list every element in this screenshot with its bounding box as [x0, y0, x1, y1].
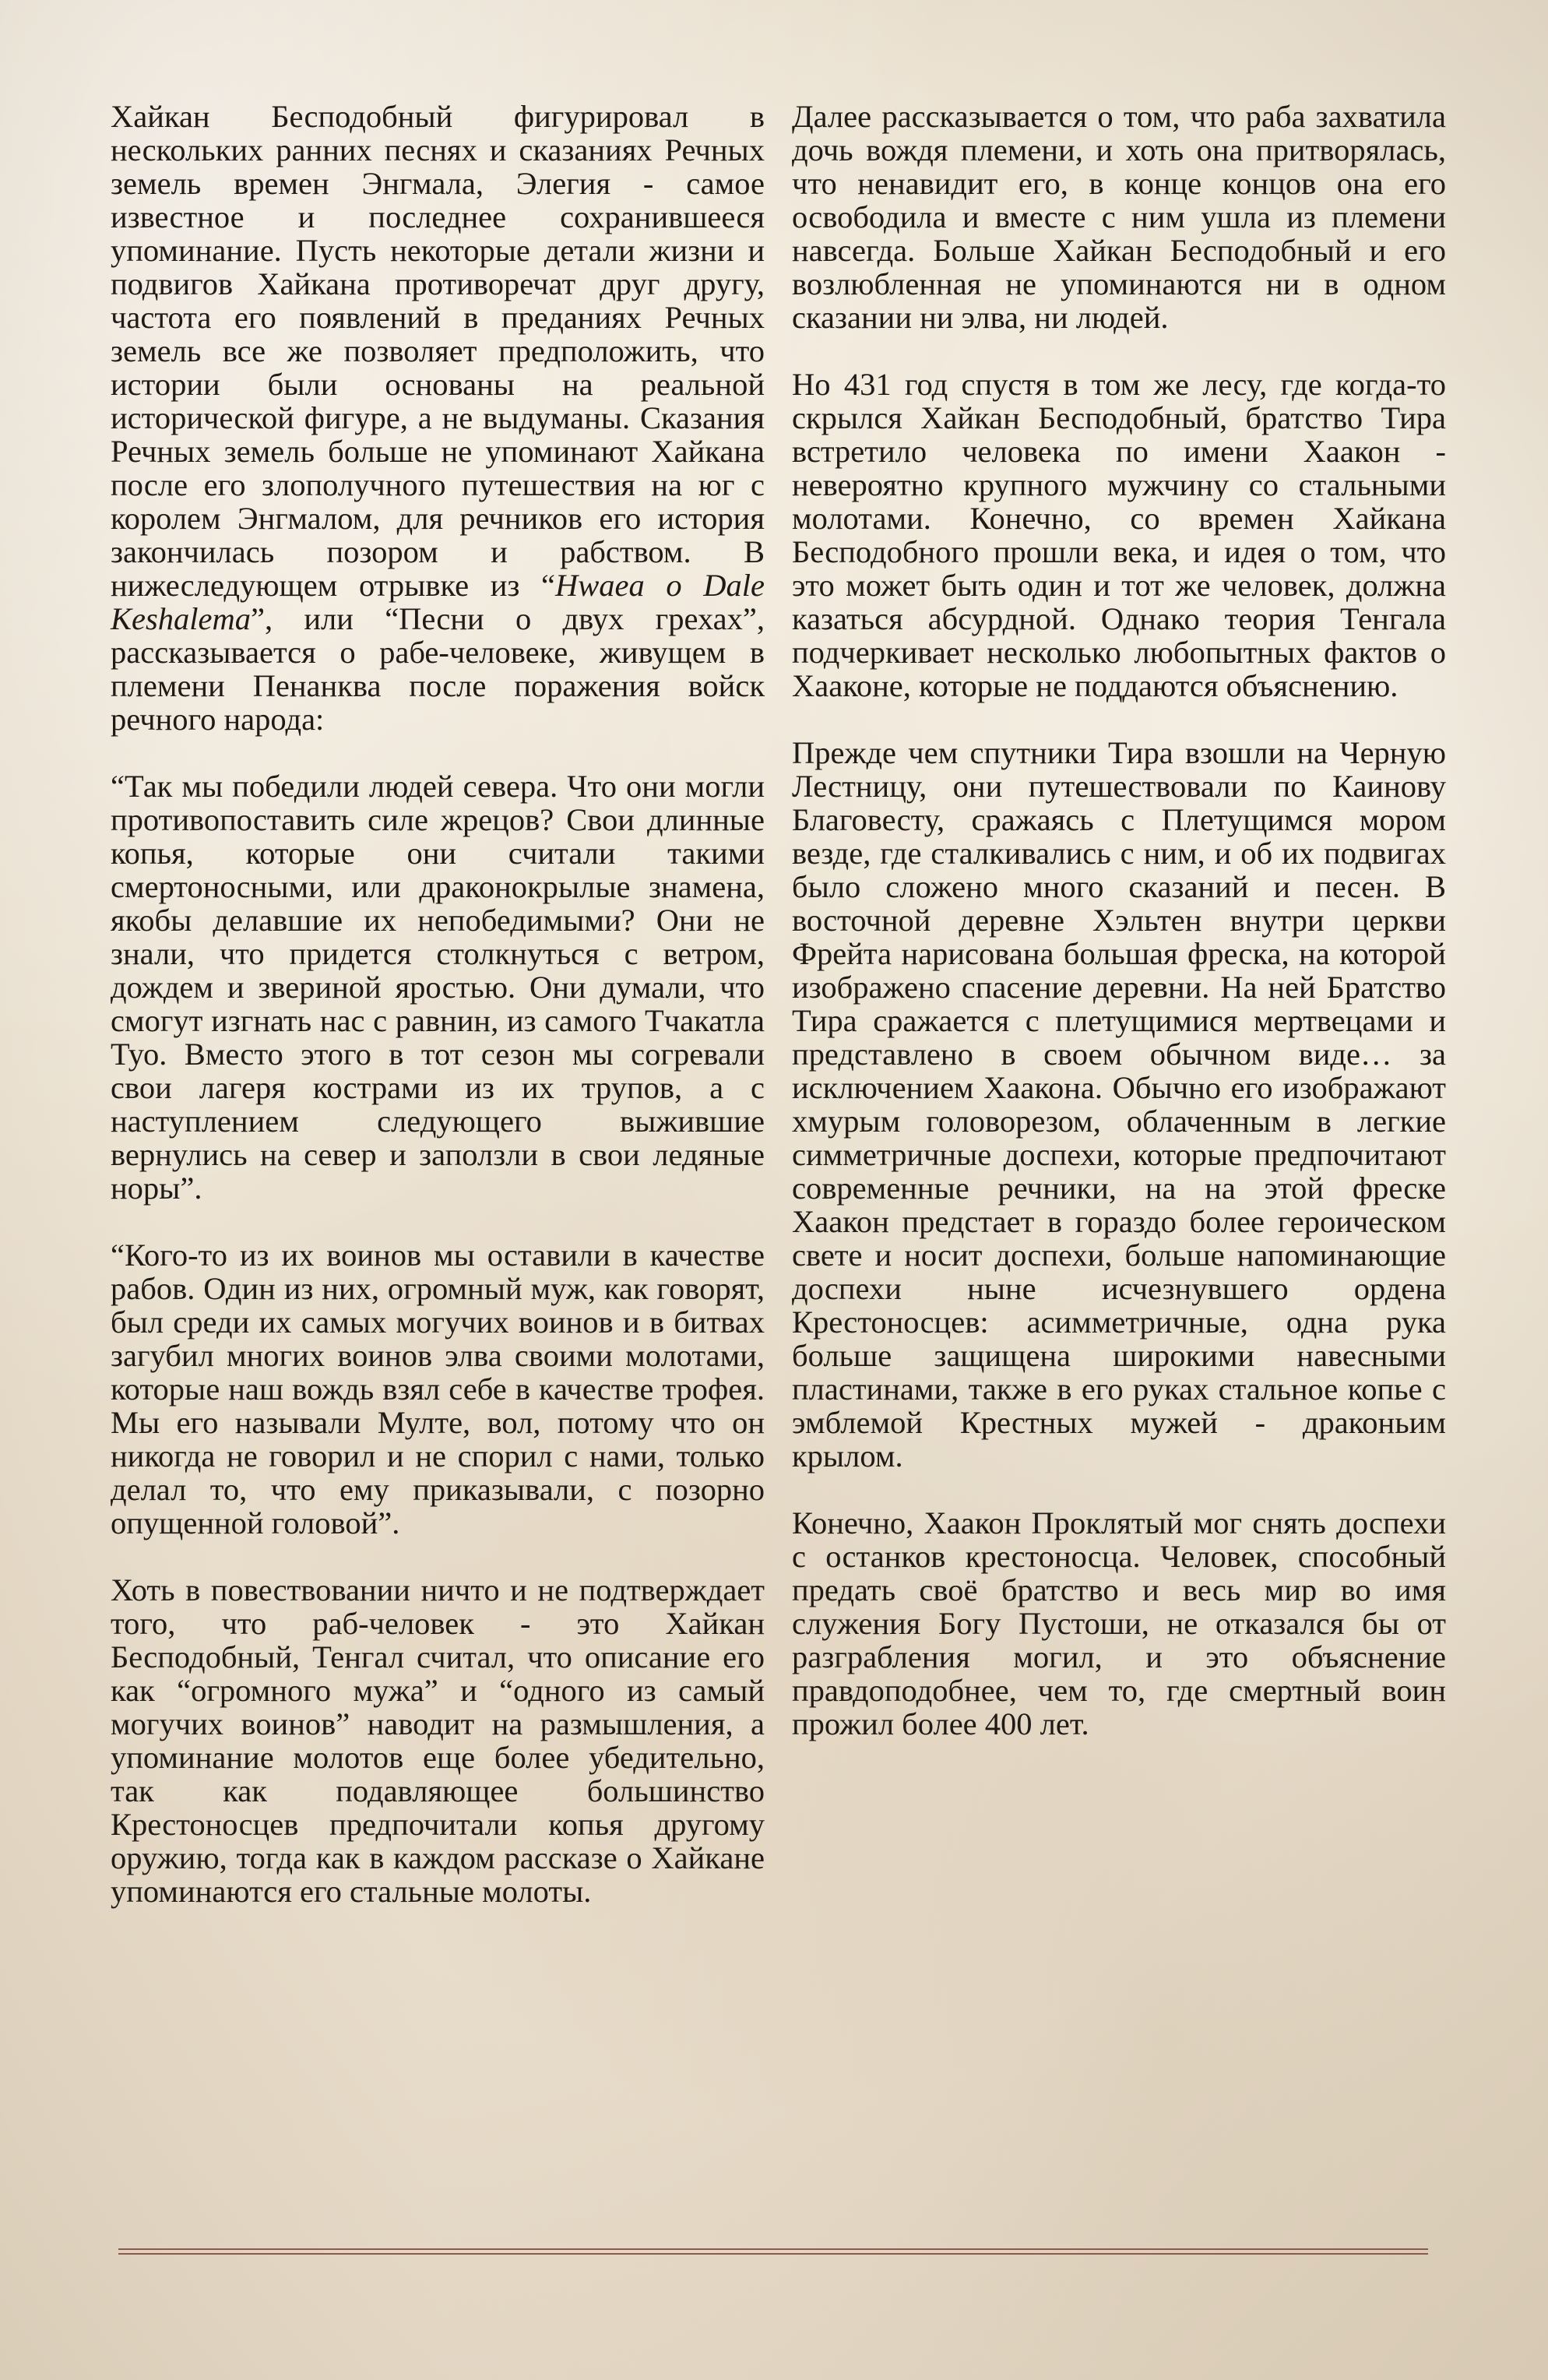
footer-divider: [118, 2248, 1428, 2255]
analysis-paragraph: Хоть в повествовании ничто и не подтверждает того, что раб-человек - это Хайкан Бесподобный, Тенгал считал, что описание его как “огромного мужа” и “одного из самый могучих воинов” наводит на размышления, а упоминание молотов еще более убедительно, так как подавляющее большинство Крестоносцев предпочитали копья другому оружию, тогда как в каждом рассказе о Хайкане упоминаются его стальные молоты.: [111, 1572, 765, 1909]
fresco-paragraph: Прежде чем спутники Тира взошли на Черную Лестницу, они путешествовали по Каинову Благовесту, сражаясь с Плетущимся мором везде, где сталкивались с ним, и об их подвигах было сложено много сказаний и песен. В восточной деревне Хэльтен внутри церкви Фрейта нарисована большая фреска, на которой изображено спасение деревни. На ней Братство Тира сражается с плетущимися мертвецами и представлено в своем обычном виде… за исключением Хаакона. Обычно его изображают хмурым головорезом, облаченным в легкие симметричные доспехи, которые предпочитают современные речники, на на этой фреске Хаакон предстает в гораздо более героическом свете и носит доспехи, больше напоминающие доспехи ныне исчезнувшего ордена Крестоносцев: асимметричные, одна рука больше защищена широкими навесными пластинами, также в его руках стальное копье с эмблемой Крестных мужей - драконьим крылом.: [792, 735, 1446, 1473]
paragraph-intro-end: ”, или “Песни о двух грехах”, рассказывается о рабе-человеке, живущем в племени Пенанква после поражения войск речного народа:: [111, 601, 765, 737]
quote-paragraph-1: “Так мы победили людей севера. Что они могли противопоставить силе жрецов? Свои длинные копья, которые они считали такими смертоносными, или драконокрылые знамена, якобы делавшие их непобедимыми? Они не знали, что придется столкнуться с ветром, дождем и звериной яростью. Они думали, что смогут изгнать нас с равнин, из самого Тчакатла Туо. Вместо этого в тот сезон мы согревали свои лагеря кострами из их трупов, а с наступлением следующего выжившие вернулись на север и заползли в свои ледяные норы”.: [111, 769, 765, 1206]
left-column: [111, 100, 765, 1908]
quote-paragraph-2: “Кого-то из их воинов мы оставили в качестве рабов. Один из них, огромный муж, как говорят, был среди их самых могучих воинов и в битвах загубил многих воинов элва своими молотами, которые наш вождь взял себе в качестве трофея. Мы его называли Мулте, вол, потому что он никогда не говорил и не спорил с нами, только делал то, что ему приказывали, с позорно опущенной головой”.: [111, 1238, 765, 1540]
haakon-paragraph: Но 431 год спустя в том же лесу, где когда-то скрылся Хайкан Бесподобный, братство Тира встретило человека по имени Хаакон - невероятно крупного мужчину со стальными молотами. Конечно, со времен Хайкана Бесподобного прошли века, и идея о том, что это может быть один и тот же человек, должна казаться абсурдной. Однако теория Тенгала подчеркивает несколько любопытных фактов о Хааконе, которые не поддаются объяснению.: [792, 367, 1446, 703]
song-title: Hwaea o Dale Keshalema: [111, 568, 765, 636]
paragraph-intro: [111, 100, 765, 736]
paragraph-intro-text: Хайкан Бесподобный фигурировал в нескольких ранних песнях и сказаниях Речных земель времен Энгмала, Элегия - самое известное и последнее сохранившееся упоминание. Пусть некоторые детали жизни и подвигов Хайкана противоречат друг другу, частота его появлений в преданиях Речных земель все же позволяет предположить, что истории были основаны на реальной исторической фигуре, а не выдуманы. Сказания Речных земель больше не упоминают Хайкана после его злополучного путешествия на юг с королем Энгмалом, для речников его история закончилась позором и рабством. В нижеследующем отрывке из “: [111, 99, 765, 603]
right-column: [792, 100, 1446, 1741]
story-continuation-paragraph: Далее рассказывается о том, что раба захватила дочь вождя племени, и хоть она притворялась, что ненавидит его, в конце концов она его освободила и вместе с ним ушла из племени навсегда. Больше Хайкан Бесподобный и его возлюбленная не упоминаются ни в одном сказании ни элва, ни людей.: [792, 99, 1446, 335]
conclusion-paragraph: Конечно, Хаакон Проклятый мог снять доспехи с останков крестоносца. Человек, способный предать своё братство и весь мир во имя служения Богу Пустоши, не отказался бы от разграбления могил, и это объяснение правдоподобнее, чем то, где смертный воин прожил более 400 лет.: [792, 1505, 1446, 1741]
